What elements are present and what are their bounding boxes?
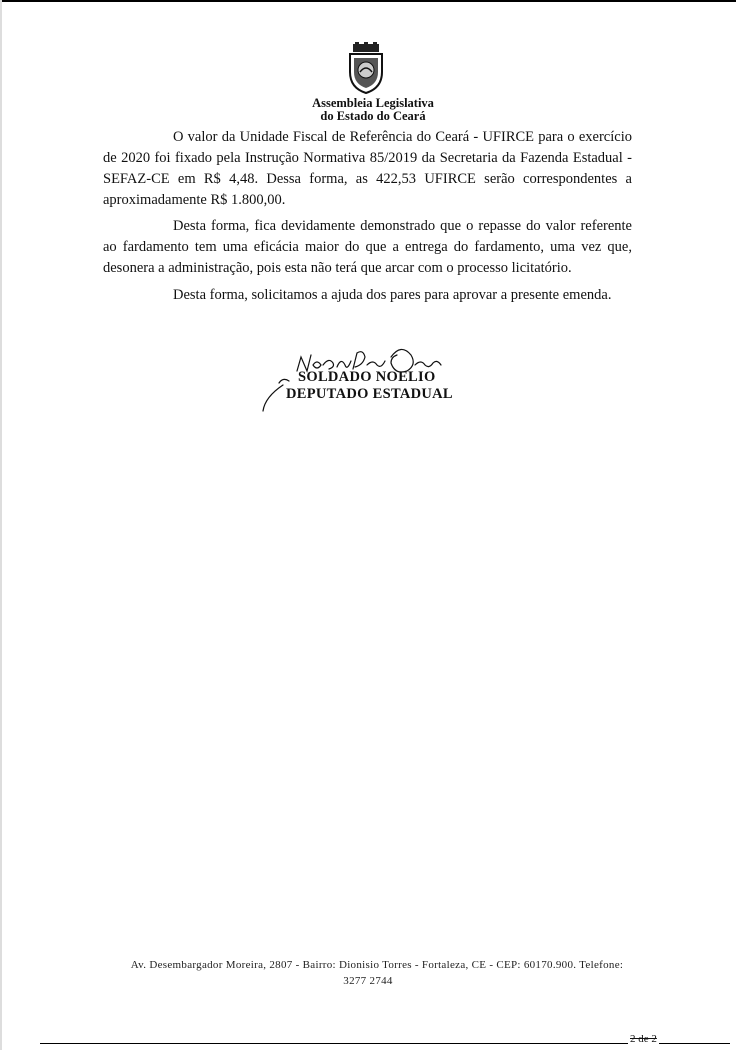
signatory-title: DEPUTADO ESTADUAL (286, 386, 453, 402)
state-coat-of-arms-icon (345, 42, 387, 94)
footer-phone: 3277 2744 (343, 975, 393, 987)
page-number: 2 de 2 (630, 1033, 657, 1045)
signatory-name: SOLDADO NOELIO (298, 369, 436, 385)
org-name-line2: do Estado do Ceará (320, 109, 426, 123)
paragraph-text: Desta forma, solicitamos a ajuda dos pares para aprovar a presente emenda. (173, 287, 612, 303)
org-name-line1: Assembleia Legislativa (312, 96, 434, 110)
paragraph-solicitacao (103, 285, 632, 306)
paragraph-ufirce (103, 127, 632, 211)
top-border (0, 0, 736, 2)
left-border (0, 0, 2, 1050)
paragraph-text: Desta forma, fica devidamente demonstrado que o repasse do valor referente ao fardamento tem uma eficácia maior do que a entrega do fardamento, uma vez que, desonera a administração, pois esta não terá que arcar com o processo licitatório. (103, 218, 632, 276)
footer-address: Av. Desembargador Moreira, 2807 - Bairro: Dionisio Torres - Fortaleza, CE - CEP: 60170.900. Telefone: (130, 959, 624, 971)
paragraph-text: O valor da Unidade Fiscal de Referência do Ceará - UFIRCE para o exercício de 2020 foi fixado pela Instrução Normativa 85/2019 da Secretaria da Fazenda Estadual - SEFAZ-CE em R$ 4,48. Dessa forma, as 422,53 UFIRCE serão correspondentes a aproximadamente R$ 1.800,00. (103, 129, 632, 208)
bottom-border (40, 1043, 730, 1044)
paragraph-repasse (103, 216, 632, 279)
